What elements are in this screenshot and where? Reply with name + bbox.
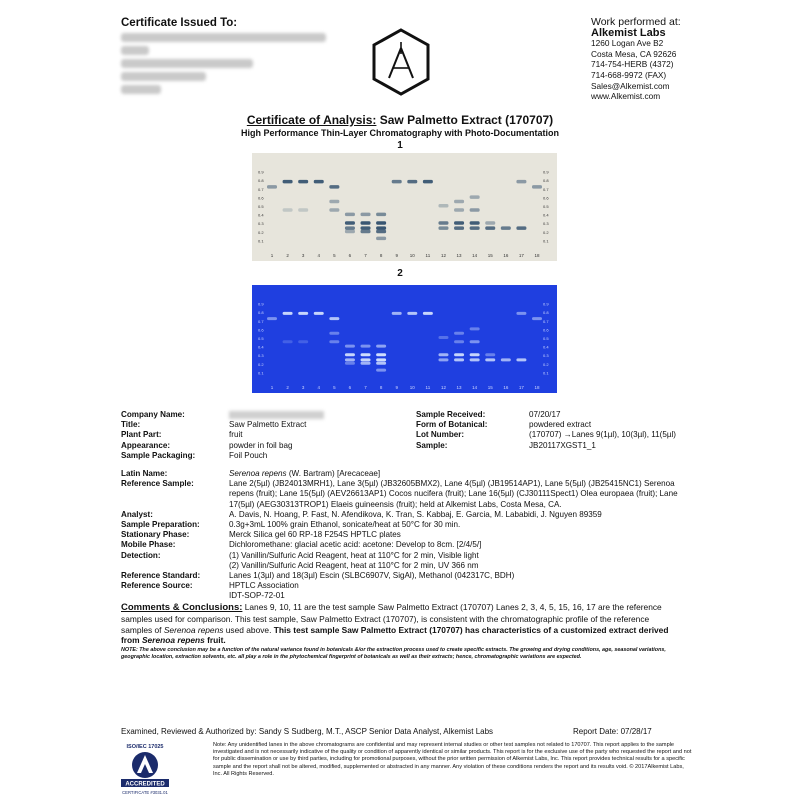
report-date: Report Date: 07/28/17 [573,727,652,736]
plate-band [376,345,386,348]
detection-2: (2) Vanillin/Sulfuric Acid Reagent, heat at 110°C for 2 min, UV 366 nm [229,560,479,570]
plate-band [407,180,417,184]
plate-band [298,208,308,212]
sample-details [121,410,681,602]
plate-band [376,221,386,225]
lane-number: 4 [317,253,321,258]
details-row [121,591,681,601]
rf-tick-label: 0.4 [258,344,264,350]
rf-tick-label: 0.5 [543,336,549,341]
title-prefix: Certificate of Analysis: [246,113,377,127]
rf-tick-label: 0.9 [258,301,264,307]
latin-italic: Serenoa repens [229,469,287,479]
plate-band [345,226,355,230]
lane-number: 1 [270,253,274,258]
iso-certificate-text: CERTIFICATE #3031.01 [122,790,168,795]
plate-background [252,153,557,261]
lane-number: 7 [364,385,367,390]
lane-number: 13 [456,385,462,390]
comments-conclusion-end: fruit. [204,635,226,646]
stationary-label: Stationary Phase: [121,530,190,540]
lane-number: 3 [301,385,305,390]
details-row [121,451,681,461]
rf-tick-label: 0.7 [543,318,549,324]
plate-band [376,358,386,361]
plate-band [438,221,448,225]
plate-band [361,353,371,356]
plate-band [470,208,480,212]
prep-value: 0.3g+3mL 100% grain Ethanol, sonicate/heat at 50°C for 30 min. [229,520,461,530]
plate-band [361,221,371,225]
plate-band [501,358,511,361]
document-title [0,113,800,127]
plate-band [345,345,355,348]
document-subtitle: High Performance Thin-Layer Chromatography with Photo-Documentation [240,128,560,138]
rf-tick-label: 0.3 [543,221,549,227]
plate-band [454,221,464,225]
rf-tick-label: 0.6 [258,327,264,333]
plate-band [329,340,339,343]
rf-tick-label: 0.8 [543,310,549,316]
details-row [121,540,681,550]
comments-conclusion-italic: Serenoa repens [141,635,205,646]
lane-number: 15 [487,253,493,258]
lane-number: 3 [301,253,305,258]
rf-tick-label: 0.6 [543,195,549,201]
work-performed-label: Work performed at: [591,16,681,28]
comments-italic: Serenoa repens [163,624,224,635]
plate-band [470,353,480,356]
form-value: powdered extract [529,420,592,430]
plate-band [283,312,293,315]
plate-band [345,358,355,361]
plate-band [485,353,495,356]
mobile-value: Dichloromethane: glacial acetic acid: acetone: Develop to 8cm. [2/4/5/] [229,540,482,550]
detection-1: (1) Vanillin/Sulfuric Acid Reagent, heat at 110°C for 2 min, Visible light [229,550,479,560]
plate-band [485,221,495,225]
panel-1-label: 1 [397,140,403,151]
rf-tick-label: 0.6 [543,327,549,333]
lane-number: 17 [518,253,524,258]
plate-band [329,317,339,320]
details-row [121,530,681,540]
mobile-label: Mobile Phase: [121,540,176,550]
ref-std-value: Lanes 1(3µl) and 18(3µl) Escin (SLBC6907V, SigAl), Methanol (042317C, BDH) [229,571,515,581]
plate-band [345,213,355,217]
plate-band [438,336,448,339]
plate-band [516,358,526,361]
plate-band [423,312,433,315]
lane-number: 4 [317,385,321,390]
analyst-label: Analyst: [121,509,153,519]
ref-src-value-2: IDT-SOP-72-01 [229,591,285,601]
comments-text: used above. [223,624,274,635]
latin-label: Latin Name: [121,469,168,479]
plant-part-label: Plant Part: [121,430,162,440]
panel-2-label: 2 [397,268,403,279]
comments-text: Lanes 9, 10, 11 are the test sample Saw Palmetto Extract (170707) Lanes 2, 3, 4, 5, 15, 16, 17 are the reference samples used for comparison. This test sample, Saw Palmetto Extract (170707), is consistent with the chromatographic profile of the reference samples of [121,602,662,635]
plate-band [501,226,511,230]
detection-value [229,551,681,571]
details-row [121,430,681,440]
packaging-label: Sample Packaging: [121,450,196,460]
title-product: Saw Palmetto Extract (170707) [376,113,554,127]
rf-tick-label: 0.3 [258,221,264,227]
redacted-line [121,72,206,81]
plate-band [470,221,480,225]
rf-tick-label: 0.7 [258,318,264,324]
issued-to-block [121,17,361,98]
details-row [121,441,681,451]
plate-band [516,312,526,315]
rf-tick-label: 0.4 [543,212,549,218]
plate-band [376,369,386,372]
lane-number: 14 [472,385,478,390]
iso-accredited-text: ACCREDITED [125,781,165,788]
details-row [121,469,681,479]
plate-band [345,230,355,234]
rf-tick-label: 0.1 [258,238,264,244]
plate-band [329,208,339,212]
rf-tick-label: 0.9 [258,169,264,175]
plate-band [376,353,386,356]
plate-band [314,312,324,315]
rf-tick-label: 0.1 [543,238,549,244]
rf-tick-label: 0.2 [258,361,264,367]
lane-number: 8 [379,385,383,390]
lot-label: Lot Number: [416,430,465,440]
fax-line: 714-668-9972 (FAX) [591,69,667,80]
comments-heading: Comments & Conclusions: [121,602,243,613]
lab-name: Alkemist Labs [591,26,666,39]
plate-band [454,332,464,335]
rf-tick-label: 0.8 [258,178,264,184]
issued-to-label: Certificate Issued To: [121,17,238,29]
plate-band [454,358,464,361]
lane-number: 16 [503,385,509,390]
alkemist-logo [371,28,431,96]
address-line: Costa Mesa, CA 92626 [591,48,677,59]
plate-band [283,340,293,343]
lane-number: 17 [518,385,524,390]
plate-band [454,200,464,204]
redacted-line [121,85,161,94]
appearance-label: Appearance: [121,440,171,450]
rf-tick-label: 0.8 [543,178,549,184]
details-row [121,479,681,510]
lane-number: 5 [333,385,336,390]
plate-band [267,185,277,189]
comments-conclusion: This test sample Saw Palmetto Extract (170707) has characteristics of a customized extract derived from [121,624,669,646]
plate-band [485,226,495,230]
comments-conclusions [121,602,681,646]
email-line: Sales@Alkemist.com [591,80,670,91]
plate-band [438,353,448,356]
redacted-line [121,59,253,68]
redacted-line [121,33,326,42]
lane-number: 18 [534,253,540,258]
details-row [121,410,681,420]
lane-number: 12 [440,385,446,390]
rf-tick-label: 0.2 [543,361,549,367]
reviewed-by: Examined, Reviewed & Authorized by: Sandy S Sudberg, M.T., ASCP Senior Data Analyst, Alkemist Labs [121,727,494,736]
ref-src-label: Reference Source: [121,581,193,591]
ref-src-value: HPTLC Association [229,581,299,591]
iso-top-text: ISO/IEC 17025 [126,744,164,750]
ref-std-label: Reference Standard: [121,571,201,581]
plate-band [516,180,526,184]
reference-value: Lane 2(5µl) (JB24013MRH1), Lane 3(5µl) (JB32605BMX2), Lane 4(5µl) (JB19514AP1), Lane 5(5µl) (JB25415NC1) Serenoa repens (fruit); Lane 15(5µl) (AEV26613AP1) Cocos nucifera (fruit); Lane 16(5µl) (CJ30111Spect1) Olea europaea (fruit); Lane 17(5µl) (AEG30313TROP1) Elaeis guineensis (fruit); held at Alkemist Labs, Costa Mesa, CA. [229,479,678,509]
lane-number: 1 [270,385,274,390]
sample-value: JB20117XGST1_1 [529,440,596,450]
footnote: Note: Any unidentified lanes in the above chromatograms are confidential and may represent internal studies or other test samples not related to 170707. This report applies to the sample investigated and is not necessarily indicative of the quality or condition of apparently identical or similar products. This report is for the exclusive use of the party who requested the report and not for public dissemination or use by third parties, including for promotional purposes, without the prior written permission of Alkemist Labs, Inc. This report provides technical results for a specific sample and the report shall not be altered, modified, supplemented or abstracted in any manner. Any violation of these conditions renders the report and its results void. © 2017Alkemist Labs, Inc. All Rights Reserved. [213,742,692,777]
stationary-value: Merck Silica gel 60 RP-18 F254S HPTLC plates [229,530,401,540]
analyst-value: A. Davis, N. Hoang, P. Fast, N. Afendikova, K. Tran, S. Kabbaj, E. Garcia, M. Lababidi, J. Nguyen 89359 [229,509,602,519]
rf-tick-label: 0.1 [543,370,549,376]
reference-label: Reference Sample: [121,479,194,489]
plate-band [392,180,402,184]
lane-number: 9 [395,385,398,390]
rf-tick-label: 0.2 [258,229,264,235]
rf-tick-label: 0.9 [543,169,549,175]
plate-band [298,340,308,343]
plate-band [376,362,386,365]
phone-line: 714-754-HERB (4372) [591,59,674,70]
company-name-label: Company Name: [121,410,185,419]
plate-band [283,208,293,212]
plate-band [267,317,277,320]
lot-value: (170707) →Lanes 9(1µl), 10(3µl), 11(5µl) [529,430,677,440]
lane-number: 16 [503,253,509,258]
lane-number: 6 [348,253,352,258]
plate-band [329,185,339,189]
lane-number: 11 [425,253,431,258]
plate-band [361,230,371,234]
details-row [121,520,681,530]
rf-tick-label: 0.9 [543,301,549,307]
title-value: Saw Palmetto Extract [229,420,307,430]
plate-band [361,345,371,348]
plate-band [470,340,480,343]
plate-band [361,362,371,365]
plate-band [423,180,433,184]
plate-band [361,226,371,230]
rf-tick-label: 0.5 [258,204,264,209]
lane-number: 8 [379,253,383,258]
lane-number: 7 [364,253,367,258]
rf-tick-label: 0.1 [258,370,264,376]
details-row [121,420,681,430]
lane-number: 13 [456,253,462,258]
appearance-value: powder in foil bag [229,440,293,450]
iso-accreditation-badge [115,741,175,797]
plate-band [438,358,448,361]
hptlc-plate-uv [252,285,557,393]
plate-background [252,285,557,393]
plate-band [532,317,542,320]
rf-tick-label: 0.5 [543,204,549,209]
plate-band [376,213,386,217]
lane-number: 2 [286,385,289,390]
rf-tick-label: 0.7 [543,186,549,192]
lane-number: 14 [472,253,478,258]
details-row [121,551,681,571]
lane-number: 10 [409,385,415,390]
details-row [121,581,681,591]
lane-number: 9 [395,253,398,258]
website-line: www.Alkemist.com [591,91,661,102]
address-line: 1260 Logan Ave B2 [591,38,664,49]
plate-band [407,312,417,315]
plate-band [454,226,464,230]
plate-band [345,221,355,225]
rf-tick-label: 0.8 [258,310,264,316]
plate-band [361,213,371,217]
detection-label: Detection: [121,550,161,560]
latin-value [229,469,681,479]
lane-number: 10 [409,253,415,258]
details-row [121,571,681,581]
plate-band [298,312,308,315]
plate-band [361,358,371,361]
rf-tick-label: 0.3 [258,353,264,359]
rf-tick-label: 0.4 [258,212,264,218]
rf-tick-label: 0.4 [543,344,549,350]
plate-band [470,195,480,199]
rf-tick-label: 0.3 [543,353,549,359]
sample-label: Sample: [416,440,448,450]
rf-tick-label: 0.2 [543,229,549,235]
plate-band [470,358,480,361]
redacted-line [121,46,149,55]
plate-band [470,327,480,330]
rf-tick-label: 0.7 [258,186,264,192]
plate-band [376,237,386,241]
company-name-redacted [229,410,416,420]
received-value: 07/20/17 [529,410,561,419]
received-label: Sample Received: [416,410,486,419]
latin-rest: (W. Bartram) [Arecaceae] [286,469,381,479]
plate-band [392,312,402,315]
plate-band [345,362,355,365]
lane-number: 15 [487,385,493,390]
plate-band [454,208,464,212]
form-label: Form of Botanical: [416,420,488,430]
lab-address-block [591,17,781,102]
plant-part-value: fruit [229,430,243,440]
rf-tick-label: 0.5 [258,336,264,341]
plate-band [283,180,293,184]
rf-tick-label: 0.6 [258,195,264,201]
plate-band [438,226,448,230]
lane-number: 2 [286,253,289,258]
title-label: Title: [121,420,141,430]
plate-band [516,226,526,230]
plate-band [345,353,355,356]
plate-band [329,200,339,204]
hptlc-plate-visible [252,153,557,261]
lane-number: 18 [534,385,540,390]
plate-band [329,332,339,335]
plate-band [314,180,324,184]
plate-band [298,180,308,184]
plate-band [438,204,448,208]
lane-number: 5 [333,253,336,258]
variance-note: NOTE: The above conclusion may be a function of the natural variance found in botanicals &/or the extraction process used to create specific extracts. The growing and drying conditions, age, seasonal variations, geographic location, extraction solvents, etc. all play a role in the phytochemical fingerprint of botanicals as well as their extracts; hence, chromatographic variations are expected. [121,647,666,660]
plate-band [485,358,495,361]
lane-number: 12 [440,253,446,258]
plate-band [454,353,464,356]
lane-number: 11 [425,385,431,390]
packaging-value: Foil Pouch [229,450,268,460]
plate-band [454,340,464,343]
lane-number: 6 [348,385,352,390]
details-row [121,510,681,520]
plate-band [376,230,386,234]
plate-band [376,226,386,230]
plate-band [470,226,480,230]
prep-label: Sample Preparation: [121,520,200,530]
plate-band [532,185,542,189]
